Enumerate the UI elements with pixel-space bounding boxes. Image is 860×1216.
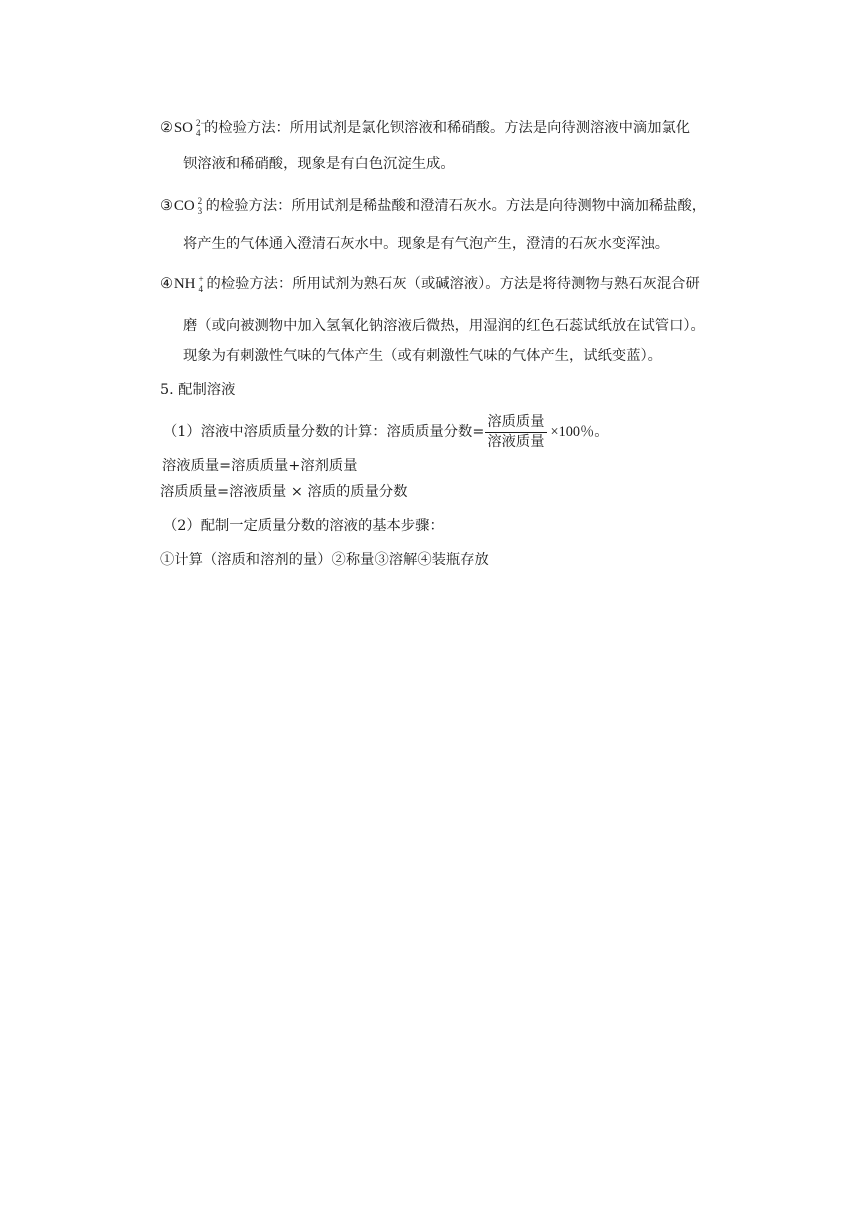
so4-test-line-2: 钡溶液和稀硝酸，现象是有白色沉淀生成。 xyxy=(183,156,455,172)
superscript: 2 xyxy=(197,196,203,206)
solution-mass-equation: 溶液质量=溶质质量+溶剂质量 xyxy=(162,458,358,474)
item-marker: ② xyxy=(160,120,173,136)
section-heading: 5. 配制溶液 xyxy=(160,382,236,398)
chem-formula: NH xyxy=(173,276,196,292)
fraction-numerator: 溶质质量 xyxy=(487,413,545,430)
item-marker: ④ xyxy=(160,276,173,292)
steps-title: （2）配制一定质量分数的溶液的基本步骤： xyxy=(163,518,444,534)
paragraph-text: 的检验方法：所用试剂是稀盐酸和澄清石灰水。方法是向待测物中滴加稀盐酸， xyxy=(205,198,707,214)
co3-test-line-2: 将产生的气体通入澄清石灰水中。现象是有气泡产生，澄清的石灰水变浑浊。 xyxy=(183,236,670,252)
nh4-test-line-1 xyxy=(160,274,700,294)
item-marker: ③ xyxy=(160,198,173,214)
superscript: 2− xyxy=(196,118,206,128)
solute-mass-equation: 溶质质量=溶液质量 × 溶质的质量分数 xyxy=(160,484,408,500)
fraction xyxy=(485,413,546,452)
steps-list: ①计算（溶质和溶剂的量）②称量③溶解④装瓶存放 xyxy=(160,552,489,568)
so4-test-line-1 xyxy=(160,118,690,138)
formula-prefix: （1）溶液中溶质质量分数的计算：溶质质量分数= xyxy=(163,424,485,440)
chem-formula: SO xyxy=(173,120,194,136)
paragraph-text: 的检验方法：所用试剂为熟石灰（或碱溶液）。方法是将待测物与熟石灰混合研 xyxy=(206,276,700,292)
nh4-test-line-3: 现象为有刺激性气味的气体产生（或有刺激性气味的气体产生，试纸变蓝）。 xyxy=(183,348,662,364)
ion-charge xyxy=(196,118,204,138)
nh4-test-line-2: 磨（或向被测物中加入氢氧化钠溶液后微热，用湿润的红色石蕊试纸放在试管口）。 xyxy=(183,318,705,334)
subscript: 3 xyxy=(197,206,203,216)
ion-charge xyxy=(199,274,207,294)
chem-formula: CO xyxy=(173,198,195,214)
fraction-denominator: 溶液质量 xyxy=(487,433,545,450)
superscript: + xyxy=(198,274,204,284)
co3-test-line-1 xyxy=(160,196,706,216)
mass-fraction-formula xyxy=(163,412,609,452)
subscript: 4 xyxy=(196,128,201,138)
ion-charge xyxy=(198,196,206,216)
subscript: 4 xyxy=(198,284,203,294)
paragraph-text: 的检验方法：所用试剂是氯化钡溶液和稀硝酸。方法是向待测溶液中滴加氯化 xyxy=(204,120,691,136)
formula-suffix: ×100％。 xyxy=(550,424,609,440)
